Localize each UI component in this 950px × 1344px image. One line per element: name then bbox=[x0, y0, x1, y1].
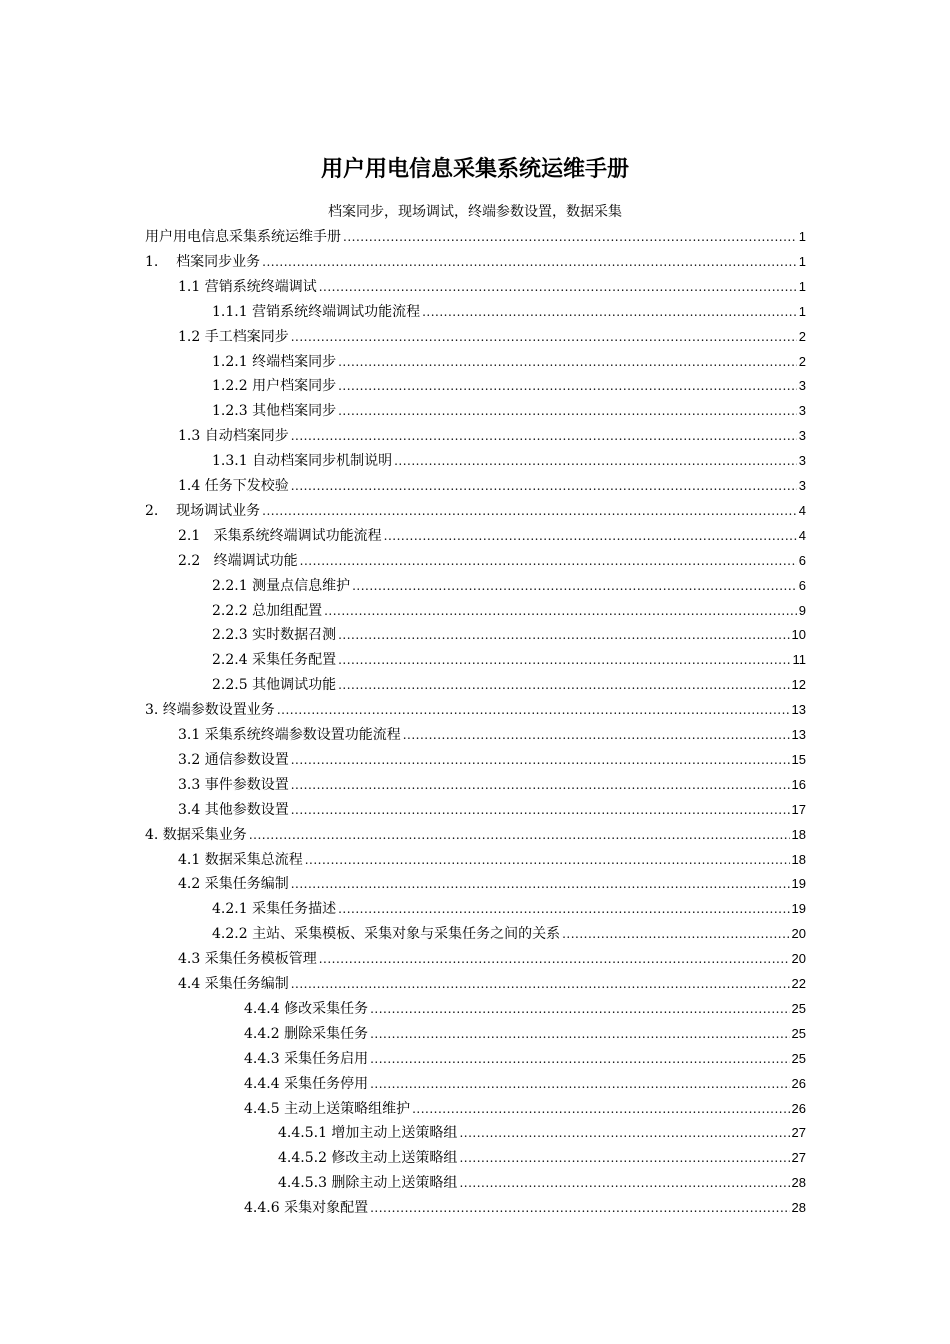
toc-entry-page-number: 6 bbox=[798, 552, 806, 568]
toc-dot-leader bbox=[291, 473, 797, 497]
toc-entry[interactable] bbox=[212, 647, 806, 671]
toc-entry-label: 4.1 数据采集总流程 bbox=[178, 851, 303, 868]
toc-dot-leader bbox=[459, 1145, 789, 1169]
toc-entry-label: 4.4.2 删除采集任务 bbox=[244, 1025, 369, 1042]
toc-dot-leader bbox=[562, 921, 789, 945]
toc-entry[interactable] bbox=[278, 1145, 806, 1169]
toc-entry-page-number: 13 bbox=[791, 702, 806, 718]
toc-entry-page-number: 17 bbox=[791, 801, 806, 817]
toc-dot-leader bbox=[394, 448, 797, 472]
toc-dot-leader bbox=[277, 697, 790, 721]
toc-entry-page-number: 25 bbox=[791, 1000, 806, 1016]
toc-dot-leader bbox=[319, 946, 790, 970]
toc-entry-label: 4.4.5.3 删除主动上送策略组 bbox=[278, 1175, 458, 1192]
toc-entry[interactable] bbox=[178, 772, 806, 796]
toc-entry-label: 4.4.4 修改采集任务 bbox=[244, 1000, 369, 1017]
toc-entry-page-number: 20 bbox=[791, 926, 806, 942]
toc-dot-leader bbox=[249, 822, 790, 846]
toc-dot-leader bbox=[338, 672, 789, 696]
toc-dot-leader bbox=[370, 996, 789, 1020]
toc-entry[interactable] bbox=[178, 722, 806, 746]
toc-dot-leader bbox=[384, 523, 797, 547]
toc-entry-label: 4.3 采集任务模板管理 bbox=[178, 951, 317, 968]
toc-entry[interactable] bbox=[212, 896, 806, 920]
toc-entry-page-number: 13 bbox=[791, 727, 806, 742]
toc-entry-page-number: 28 bbox=[791, 1175, 806, 1191]
toc-entry-label: 3.4 其他参数设置 bbox=[178, 801, 289, 818]
toc-entry-page-number: 1 bbox=[798, 278, 806, 294]
toc-entry-label: 1. 档案同步业务 bbox=[145, 253, 261, 270]
toc-dot-leader bbox=[291, 772, 790, 796]
toc-entry-page-number: 3 bbox=[798, 453, 806, 469]
toc-entry[interactable] bbox=[212, 448, 806, 472]
toc-entry[interactable] bbox=[178, 847, 806, 871]
toc-dot-leader bbox=[370, 1071, 789, 1095]
toc-entry-page-number: 3 bbox=[798, 378, 806, 394]
toc-entry-label: 3.3 事件参数设置 bbox=[178, 776, 289, 793]
toc-entry[interactable] bbox=[278, 1170, 806, 1194]
toc-entry-page-number: 20 bbox=[791, 951, 806, 967]
toc-entry-label: 2.2.1 测量点信息维护 bbox=[212, 577, 351, 594]
toc-entry-page-number: 26 bbox=[791, 1100, 806, 1116]
toc-entry-page-number: 18 bbox=[791, 851, 806, 867]
toc-entry-label: 2. 现场调试业务 bbox=[145, 502, 261, 519]
toc-dot-leader bbox=[291, 971, 790, 995]
toc-entry-page-number: 27 bbox=[791, 1150, 806, 1166]
toc-entry-label: 4.4.5 主动上送策略组维护 bbox=[244, 1100, 411, 1117]
toc-entry-label: 3.1 采集系统终端参数设置功能流程 bbox=[178, 727, 401, 743]
toc-entry[interactable] bbox=[178, 523, 806, 547]
toc-entry[interactable] bbox=[178, 946, 806, 970]
toc-entry[interactable] bbox=[244, 996, 806, 1020]
toc-entry-page-number: 15 bbox=[791, 751, 806, 767]
toc-entry-page-number: 9 bbox=[798, 602, 806, 618]
toc-entry-page-number: 22 bbox=[791, 976, 806, 991]
toc-entry-label: 1.2.2 用户档案同步 bbox=[212, 378, 337, 395]
toc-entry-page-number: 2 bbox=[798, 353, 806, 369]
toc-entry-page-number: 4 bbox=[798, 502, 806, 518]
toc-entry[interactable] bbox=[145, 249, 806, 273]
toc-dot-leader bbox=[422, 299, 797, 323]
toc-entry[interactable] bbox=[178, 871, 806, 895]
document-subtitle: 档案同步，现场调试，终端参数设置，数据采集 bbox=[328, 204, 622, 220]
toc-entry[interactable] bbox=[244, 1071, 806, 1095]
toc-entry-label: 1.1 营销系统终端调试 bbox=[178, 278, 317, 295]
toc-entry[interactable] bbox=[178, 548, 806, 572]
toc-dot-leader bbox=[370, 1046, 789, 1070]
toc-entry-page-number: 28 bbox=[791, 1200, 806, 1216]
toc-entry-page-number: 3 bbox=[798, 428, 806, 444]
toc-dot-leader bbox=[403, 722, 790, 746]
toc-entry-page-number: 25 bbox=[791, 1050, 806, 1066]
toc-entry-page-number: 18 bbox=[791, 826, 806, 842]
toc-entry-label: 4.4 采集任务编制 bbox=[178, 976, 289, 992]
toc-entry-page-number: 1 bbox=[798, 229, 806, 244]
toc-entry[interactable] bbox=[278, 1120, 806, 1144]
toc-entry-label: 4.4.3 采集任务启用 bbox=[244, 1050, 369, 1067]
toc-dot-leader bbox=[291, 797, 790, 821]
toc-entry-page-number: 2 bbox=[798, 328, 806, 344]
toc-entry[interactable] bbox=[244, 1046, 806, 1070]
toc-dot-leader bbox=[412, 1096, 789, 1120]
toc-entry-page-number: 27 bbox=[791, 1125, 806, 1141]
toc-entry-page-number: 6 bbox=[798, 577, 806, 593]
toc-entry[interactable] bbox=[178, 971, 806, 995]
toc-entry[interactable] bbox=[145, 224, 806, 248]
toc-entry-page-number: 3 bbox=[798, 403, 806, 419]
toc-dot-leader bbox=[338, 349, 797, 373]
toc-entry-label: 1.2 手工档案同步 bbox=[178, 328, 289, 345]
toc-entry[interactable] bbox=[178, 324, 806, 348]
toc-entry-label: 4.2.1 采集任务描述 bbox=[212, 901, 337, 918]
toc-entry-label: 4.2.2 主站、采集模板、采集对象与采集任务之间的关系 bbox=[212, 926, 561, 943]
toc-entry-label: 4.4.5.2 修改主动上送策略组 bbox=[278, 1150, 458, 1167]
toc-dot-leader bbox=[459, 1170, 789, 1194]
toc-entry-label: 3.2 通信参数设置 bbox=[178, 751, 289, 768]
toc-dot-leader bbox=[343, 224, 797, 248]
toc-entry-page-number: 11 bbox=[792, 652, 806, 668]
toc-entry[interactable] bbox=[244, 1021, 806, 1045]
toc-entry-page-number: 1 bbox=[798, 303, 806, 319]
toc-dot-leader bbox=[319, 274, 797, 298]
toc-entry-page-number: 12 bbox=[791, 677, 806, 693]
toc-entry-page-number: 1 bbox=[798, 253, 806, 269]
toc-entry-label: 2.2.3 实时数据召测 bbox=[212, 627, 337, 644]
toc-dot-leader bbox=[459, 1120, 789, 1144]
toc-entry[interactable] bbox=[212, 299, 806, 323]
toc-entry[interactable] bbox=[145, 498, 806, 522]
toc-dot-leader bbox=[338, 622, 789, 646]
toc-entry-page-number: 25 bbox=[791, 1025, 806, 1041]
toc-entry[interactable] bbox=[244, 1195, 806, 1219]
toc-entry-page-number: 26 bbox=[791, 1075, 806, 1091]
toc-entry-label: 2.2.5 其他调试功能 bbox=[212, 677, 337, 694]
toc-entry-page-number: 4 bbox=[798, 527, 806, 543]
toc-entry-label: 1.3 自动档案同步 bbox=[178, 428, 289, 445]
toc-entry[interactable] bbox=[178, 423, 806, 447]
toc-entry[interactable] bbox=[178, 747, 806, 771]
toc-entry-label: 4.2 采集任务编制 bbox=[178, 876, 289, 893]
toc-dot-leader bbox=[352, 573, 797, 597]
toc-entry-label: 4. 数据采集业务 bbox=[145, 826, 247, 843]
toc-dot-leader bbox=[324, 598, 797, 622]
toc-entry-page-number: 19 bbox=[791, 901, 806, 917]
toc-entry[interactable] bbox=[178, 797, 806, 821]
toc-entry-label: 3. 终端参数设置业务 bbox=[145, 702, 275, 719]
toc-dot-leader bbox=[338, 398, 797, 422]
toc-dot-leader bbox=[262, 249, 797, 273]
toc-dot-leader bbox=[262, 498, 797, 522]
toc-entry[interactable] bbox=[212, 573, 806, 597]
toc-entry-label: 2.2.4 采集任务配置 bbox=[212, 652, 337, 669]
toc-entry-label: 4.4.5.1 增加主动上送策略组 bbox=[278, 1125, 458, 1142]
toc-dot-leader bbox=[338, 373, 797, 397]
toc-entry[interactable] bbox=[212, 598, 806, 622]
toc-dot-leader bbox=[305, 847, 790, 871]
toc-dot-leader bbox=[291, 423, 797, 447]
toc-entry-page-number: 16 bbox=[791, 776, 806, 792]
toc-entry-label: 1.3.1 自动档案同步机制说明 bbox=[212, 453, 393, 470]
toc-entry-label: 1.4 任务下发校验 bbox=[178, 478, 289, 494]
toc-dot-leader bbox=[300, 548, 797, 572]
toc-entry-page-number: 19 bbox=[791, 876, 806, 892]
toc-dot-leader bbox=[291, 324, 797, 348]
toc-entry[interactable] bbox=[145, 822, 806, 846]
toc-entry-label: 4.4.4 采集任务停用 bbox=[244, 1075, 369, 1092]
toc-entry-label: 2.2.2 总加组配置 bbox=[212, 602, 323, 619]
toc-entry-label: 2.1 采集系统终端调试功能流程 bbox=[178, 527, 382, 544]
toc-entry[interactable] bbox=[212, 921, 806, 945]
toc-entry-page-number: 10 bbox=[791, 627, 806, 643]
toc-entry-label: 2.2 终端调试功能 bbox=[178, 552, 298, 569]
toc-entry[interactable] bbox=[244, 1096, 806, 1120]
toc-entry-label: 1.1.1 营销系统终端调试功能流程 bbox=[212, 303, 421, 320]
toc-entry[interactable] bbox=[212, 373, 806, 397]
toc-entry[interactable] bbox=[145, 697, 806, 721]
toc-dot-leader bbox=[291, 871, 790, 895]
toc-entry[interactable] bbox=[212, 349, 806, 373]
toc-dot-leader bbox=[338, 647, 790, 671]
toc-entry[interactable] bbox=[212, 672, 806, 696]
toc-dot-leader bbox=[291, 747, 790, 771]
toc-entry-page-number: 3 bbox=[798, 478, 806, 493]
toc-entry-label: 1.2.1 终端档案同步 bbox=[212, 353, 337, 370]
toc-entry-label: 1.2.3 其他档案同步 bbox=[212, 403, 337, 420]
toc-entry[interactable] bbox=[212, 398, 806, 422]
document-title: 用户用电信息采集系统运维手册 bbox=[320, 157, 629, 182]
toc-entry-label: 4.4.6 采集对象配置 bbox=[244, 1200, 369, 1217]
toc-entry[interactable] bbox=[212, 622, 806, 646]
toc-dot-leader bbox=[370, 1195, 789, 1219]
toc-dot-leader bbox=[370, 1021, 789, 1045]
toc-dot-leader bbox=[338, 896, 789, 920]
toc-entry-label: 用户用电信息采集系统运维手册 bbox=[145, 229, 341, 245]
toc-entry[interactable] bbox=[178, 473, 806, 497]
toc-entry[interactable] bbox=[178, 274, 806, 298]
